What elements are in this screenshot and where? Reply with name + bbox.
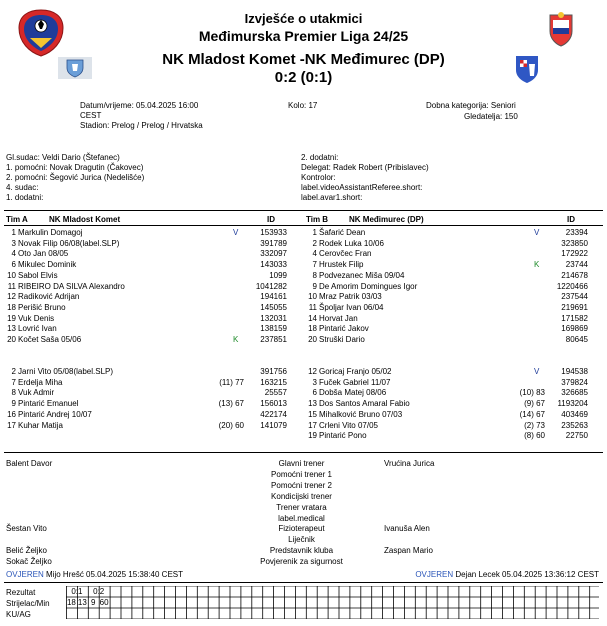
staff-name-away: Ivanuša Alen (384, 524, 430, 534)
player-row (301, 314, 597, 324)
player-sub-minute: (13) 67 (218, 399, 244, 409)
team-b-id-header: ID (567, 215, 575, 224)
player-id: 22750 (565, 431, 588, 441)
player-name: Pintarić Andrej 10/07 (18, 409, 92, 419)
player-row (301, 292, 597, 302)
verified-status: OVJEREN (6, 570, 44, 579)
player-row (301, 399, 597, 409)
player-id: 379824 (561, 377, 588, 387)
player-number: 20 (7, 335, 16, 344)
league-name: Međimurska Premier Liga 24/25 (198, 28, 409, 44)
player-number: 6 (312, 388, 317, 398)
player-row (301, 239, 597, 249)
player-row (0, 421, 296, 431)
scorer-cell: 13 (77, 598, 87, 607)
staff-role: Predstavnik kluba (269, 546, 334, 556)
player-name: Sabol Elvis (18, 270, 58, 280)
player-row (0, 388, 296, 398)
player-row (0, 410, 296, 420)
player-row (301, 249, 597, 259)
match-stadium: Stadion: Prelog / Prelog / Hrvatska (80, 121, 203, 130)
staff-name-home: Šestan Vito (6, 524, 47, 534)
player-id: 1099 (269, 270, 287, 280)
player-id: 237544 (561, 292, 588, 302)
player-number: 2 (11, 367, 16, 376)
player-id: 172922 (561, 249, 588, 259)
player-id: 194161 (260, 292, 287, 302)
match-timezone: CEST (80, 111, 102, 120)
player-number: 4 (11, 249, 16, 259)
player-name: Šafarić Dean (319, 228, 366, 237)
player-id: 171582 (561, 313, 588, 323)
score-cell: 0:2 (93, 587, 105, 596)
official-entry: 1. pomoćni: Novak Dragutin (Čakovec) (6, 163, 144, 172)
player-name: Pintarić Emanuel (18, 399, 79, 409)
divider (4, 452, 603, 453)
player-sub-minute: (2) 73 (524, 420, 545, 430)
player-id: 326685 (561, 388, 588, 398)
player-mark: K (534, 260, 540, 270)
player-number: 9 (11, 399, 16, 409)
player-name: Špoljar Ivan 06/04 (319, 302, 384, 312)
player-number: 3 (312, 377, 317, 387)
official-entry: 4. sudac: (6, 183, 39, 192)
player-id: 194538 (561, 367, 588, 376)
player-row (0, 271, 296, 281)
team-a-label: Tim A (6, 215, 28, 224)
player-name: Hrustek Filip (319, 260, 364, 270)
match-round: Kolo: 17 (288, 101, 318, 110)
player-row (301, 324, 597, 334)
player-row (0, 314, 296, 324)
match-datetime: Datum/vrijeme: 05.04.2025 16:00 (80, 101, 199, 110)
result-label: Rezultat (6, 588, 36, 597)
player-sub-minute: (20) 60 (218, 420, 244, 430)
player-mark: K (233, 335, 239, 344)
match-score: 0:2 (0:1) (274, 69, 333, 86)
player-id: 138159 (260, 324, 287, 334)
player-number: 11 (308, 302, 317, 312)
player-number: 13 (308, 399, 317, 409)
officials-left (6, 153, 144, 203)
officials-right (301, 153, 429, 203)
player-row (301, 228, 597, 238)
player-row (0, 378, 296, 388)
player-row (0, 260, 296, 270)
player-number: 10 (308, 292, 317, 302)
card-label: KU/AG (6, 610, 31, 619)
results-grid-lines (66, 586, 599, 619)
staff-role: Glavni trener (278, 459, 325, 468)
player-number: 18 (7, 302, 16, 312)
staff-name-home: Balent Davor (6, 459, 53, 468)
player-name: Rodek Luka 10/06 (319, 238, 384, 248)
player-number: 7 (312, 260, 317, 270)
match-info (80, 101, 203, 131)
player-row (301, 335, 597, 345)
player-name: Pintarić Pono (319, 431, 367, 441)
player-row (301, 271, 597, 281)
player-row (301, 431, 597, 441)
verification-left (6, 570, 183, 579)
player-row (301, 367, 597, 377)
player-name: Pintarić Jakov (319, 324, 369, 334)
player-id: 214678 (561, 270, 588, 280)
official-entry: 2. pomoćni: Šegović Jurica (Nedelišće) (6, 173, 145, 182)
player-number: 17 (7, 420, 16, 430)
player-row (0, 324, 296, 334)
player-mark: V (534, 228, 540, 237)
player-row (301, 388, 597, 398)
player-id: 23394 (565, 228, 588, 237)
player-row (301, 303, 597, 313)
player-number: 4 (312, 249, 317, 259)
player-id: 235263 (561, 420, 588, 430)
verified-by: Mijo Hrešć 05.04.2025 15:38:40 CEST (46, 570, 183, 579)
player-name: Dobša Matej 08/06 (319, 388, 387, 398)
player-name: Horvat Jan (319, 313, 358, 323)
player-name: Mihalković Bruno 07/03 (319, 409, 403, 419)
team-a-id-header: ID (267, 215, 275, 224)
player-id: 237851 (260, 335, 287, 344)
player-id: 332097 (260, 249, 287, 259)
player-sub-minute: (10) 83 (519, 388, 545, 398)
player-name: Lovrić Ivan (18, 324, 57, 334)
results-labels (6, 587, 50, 620)
player-id: 163215 (260, 377, 287, 387)
player-row (0, 303, 296, 313)
player-sub-minute: (14) 67 (519, 409, 545, 419)
team-a-name: NK Mladost Komet (49, 215, 121, 224)
player-number: 8 (11, 388, 16, 398)
player-name: Fuček Gabriel 11/07 (319, 377, 391, 387)
player-name: Goricaj Franjo 05/02 (319, 367, 392, 376)
player-number: 17 (308, 420, 317, 430)
official-entry: Gl.sudac: Veldi Dario (Štefanec) (6, 153, 120, 162)
divider (4, 225, 603, 226)
player-name: De Amorim Domingues Igor (319, 281, 418, 291)
player-mark: V (534, 367, 540, 376)
verified-by: Dejan Lecek 05.04.2025 13:36:12 CEST (455, 570, 599, 579)
player-row (0, 335, 296, 345)
player-row (0, 292, 296, 302)
player-id: 156013 (260, 399, 287, 409)
staff-name-away: Vrućina Jurica (384, 459, 435, 468)
player-row (0, 282, 296, 292)
player-row (0, 239, 296, 249)
official-entry: 2. dodatni: (301, 153, 339, 162)
player-id: 323850 (561, 238, 588, 248)
player-number: 15 (308, 409, 317, 419)
age-category: Dobna kategorija: Seniori (426, 101, 516, 110)
staff-role: label.medical (278, 513, 325, 523)
staff-role: Povjerenik za sigurnost (260, 557, 343, 567)
official-entry: label.avar1.short: (301, 193, 363, 202)
staff-name-away: Zaspan Mario (384, 546, 433, 556)
player-id: 1193204 (557, 399, 588, 409)
player-row (301, 421, 597, 431)
staff-role: Fizioterapeut (278, 524, 325, 534)
player-mark: V (233, 228, 239, 237)
player-number: 7 (11, 377, 16, 387)
player-id: 422174 (260, 409, 287, 419)
verification-right (380, 570, 599, 579)
scorer-label: Strijelac/Min (6, 599, 50, 608)
team-b-name: NK Međimurec (DP) (349, 215, 424, 224)
player-number: 19 (7, 313, 16, 323)
verified-status: OVJEREN (415, 570, 454, 579)
scorer-cell: 18 (66, 598, 76, 607)
player-row (0, 249, 296, 259)
player-name: Dos Santos Amaral Fabio (319, 399, 410, 409)
player-name: Jarni Vito 05/08(label.SLP) (18, 367, 114, 376)
score-cell: 0:1 (71, 587, 83, 596)
player-sub-minute: (9) 67 (524, 399, 545, 409)
player-id: 219691 (561, 302, 588, 312)
player-id: 80645 (565, 335, 588, 344)
player-name: Perišić Bruno (18, 302, 66, 312)
player-name: Cerovčec Fran (319, 249, 372, 259)
player-name: Podvezanec Miša 09/04 (319, 270, 405, 280)
player-name: Kočet Saša 05/06 (18, 335, 82, 344)
player-name: Kuhar Matija (18, 420, 63, 430)
official-entry: 1. dodatni: (6, 193, 44, 202)
player-id: 23744 (565, 260, 588, 270)
player-id: 391789 (260, 238, 287, 248)
player-id: 1220466 (556, 281, 588, 291)
player-id: 145055 (260, 302, 287, 312)
player-number: 18 (308, 324, 317, 334)
player-name: Mikulec Dominik (18, 260, 77, 270)
player-number: 2 (312, 238, 317, 248)
player-number: 12 (7, 292, 16, 302)
player-row (301, 378, 597, 388)
player-name: Radiković Adrijan (18, 292, 80, 302)
player-id: 403469 (561, 409, 588, 419)
player-number: 3 (11, 238, 16, 248)
scorer-cell: 60 (99, 598, 109, 607)
player-name: Markulin Domagoj (18, 228, 83, 237)
player-number: 14 (308, 313, 317, 323)
player-row (0, 228, 296, 238)
player-id: 143033 (260, 260, 287, 270)
player-row (301, 282, 597, 292)
results-grid (66, 586, 599, 619)
staff-role: Kondicijski trener (271, 491, 332, 501)
player-number: 9 (312, 281, 317, 291)
official-entry: Kontrolor: (301, 173, 336, 182)
player-id: 132031 (260, 313, 287, 323)
player-id: 25557 (264, 388, 287, 398)
player-name: RIBEIRO DA SILVA Alexandro (18, 281, 125, 291)
player-number: 11 (7, 281, 16, 291)
player-number: 8 (312, 270, 317, 280)
official-entry: Delegat: Radek Robert (Pribislavec) (301, 163, 429, 172)
player-number: 19 (308, 431, 317, 441)
player-row (0, 399, 296, 409)
player-number: 20 (308, 335, 317, 344)
staff-name-home: Belić Željko (6, 546, 47, 556)
staff-role: Pomoćni trener 1 (271, 469, 332, 479)
player-row (0, 367, 296, 377)
divider (4, 210, 603, 211)
player-id: 391756 (260, 367, 287, 376)
player-sub-minute: (11) 77 (219, 377, 244, 387)
player-number: 6 (11, 260, 16, 270)
player-name: Vuk Admir (18, 388, 55, 398)
player-id: 169869 (561, 324, 588, 334)
player-name: Vuk Denis (18, 313, 55, 323)
scorer-cell: 9 (91, 598, 96, 607)
player-number: 13 (7, 324, 16, 334)
player-row (301, 410, 597, 420)
staff-role: Pomoćni trener 2 (271, 480, 332, 490)
match-teams: NK Mladost Komet -NK Međimurec (DP) (162, 51, 445, 68)
player-number: 10 (7, 270, 16, 280)
player-number: 1 (11, 228, 16, 237)
player-name: Oto Jan 08/05 (18, 249, 69, 259)
spectators: Gledatelja: 150 (464, 112, 518, 121)
staff-role: Liječnik (288, 535, 315, 545)
player-name: Mraz Patrik 03/03 (319, 292, 382, 302)
team-b-label: Tim B (306, 215, 329, 224)
player-number: 12 (308, 367, 317, 376)
divider (4, 582, 603, 583)
player-number: 1 (312, 228, 317, 237)
player-name: Novak Filip 06/08(label.SLP) (18, 238, 120, 248)
staff-role: Trener vratara (276, 502, 327, 512)
player-id: 153933 (260, 228, 287, 237)
staff-name-home: Sokač Željko (6, 557, 52, 567)
report-title: Izvješće o utakmici (244, 11, 363, 26)
player-sub-minute: (8) 60 (524, 431, 545, 441)
player-name: Crleni Vito 07/05 (319, 420, 378, 430)
player-id: 141079 (260, 420, 287, 430)
player-id: 1041282 (255, 281, 287, 291)
player-number: 16 (7, 409, 16, 419)
player-row (301, 260, 597, 270)
player-name: Erdelja Miha (18, 377, 63, 387)
official-entry: label.videoAssistantReferee.short: (301, 183, 423, 192)
player-name: Struški Dario (319, 335, 365, 344)
